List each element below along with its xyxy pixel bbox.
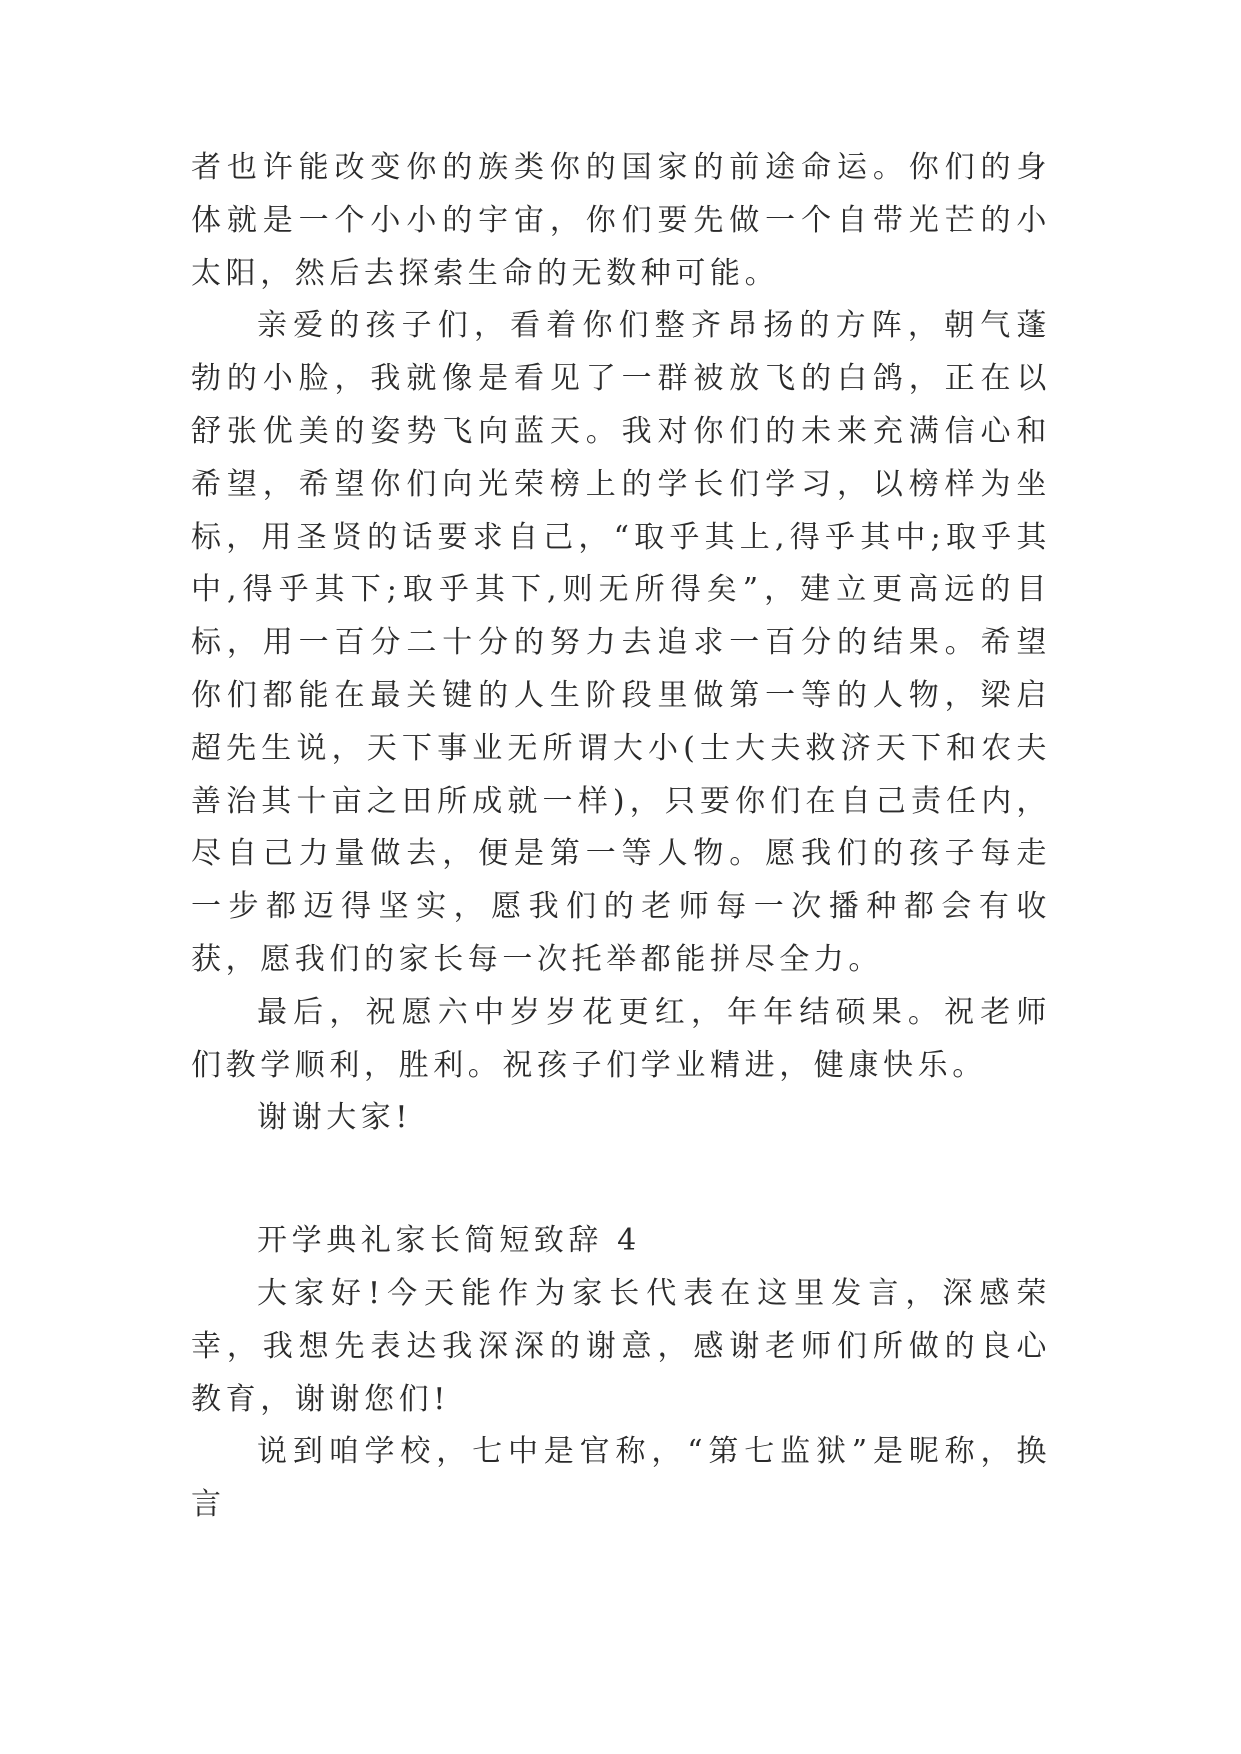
- paragraph: 最后，祝愿六中岁岁花更红，年年结硕果。祝老师们教学顺利，胜利。祝孩子们学业精进，健康快乐。: [191, 994, 1051, 1083]
- paragraph: 亲爱的孩子们，看着你们整齐昂扬的方阵，朝气蓬勃的小脸，我就像是看见了一群被放飞的白鸽，正在以舒张优美的姿势飞向蓝天。我对你们的未来充满信心和希望，希望你们向光荣榜上的学长们学习，以榜样为坐标，用圣贤的话要求自己，“取乎其上,得乎其中;取乎其中,得乎其下;取乎其下,则无所得矣”，建立更高远的目标，用一百分二十分的努力去追求一百分的结果。希望你们都能在最关键的人生阶段里做第一等的人物，梁启超先生说，天下事业无所谓大小(士大夫救济天下和农夫善治其十亩之田所成就一样)，只要你们在自己责任内，尽自己力量做去，便是第一等人物。愿我们的孩子每走一步都迈得坚实，愿我们的老师每一次播种都会有收获，愿我们的家长每一次托举都能拼尽全力。: [191, 308, 1051, 977]
- blank-line: [191, 1145, 1051, 1215]
- paragraph: 者也许能改变你的族类你的国家的前途命运。你们的身体就是一个小小的宇宙，你们要先做一个自带光芒的小太阳，然后去探索生命的无数种可能。: [191, 150, 1051, 291]
- paragraph: 说到咱学校，七中是官称，“第七监狱”是昵称，换言: [191, 1434, 1051, 1523]
- paragraph: 大家好!今天能作为家长代表在这里发言，深感荣幸，我想先表达我深深的谢意，感谢老师们所做的良心教育，谢谢您们!: [191, 1275, 1051, 1417]
- paragraph: 谢谢大家!: [257, 1100, 413, 1136]
- document-body: [191, 142, 1051, 1532]
- section-heading: 开学典礼家长简短致辞 4: [257, 1223, 641, 1259]
